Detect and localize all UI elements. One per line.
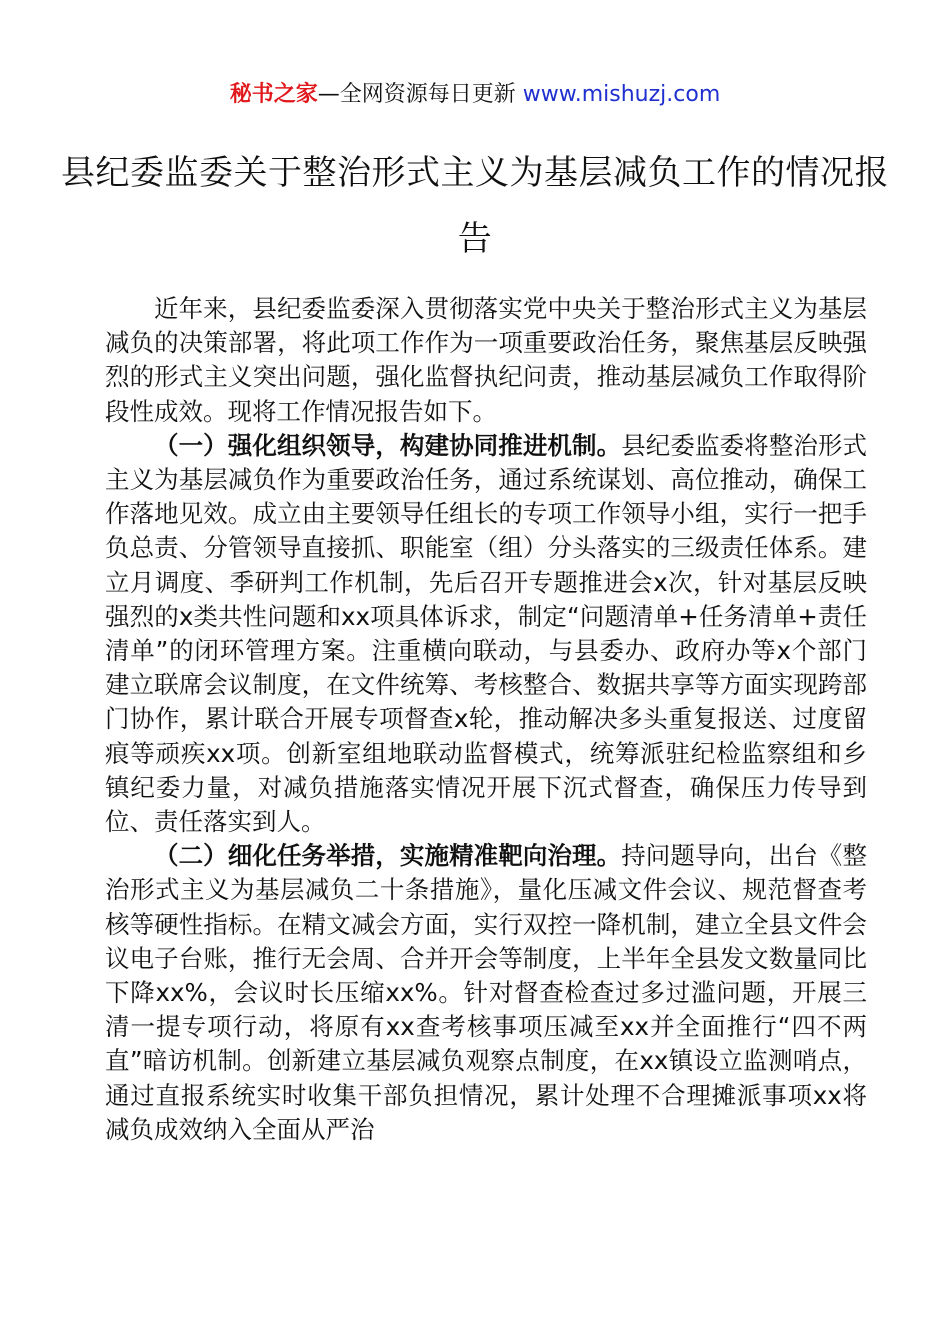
site-header [0,80,950,110]
section-heading-2: （二）细化任务举措，实施精准靶向治理。 [154,841,622,871]
section-heading-1: （一）强化组织领导，构建协同推进机制。 [154,430,622,460]
section-text-1: 县纪委监委将整治形式主义为基层减负作为重要政治任务，通过系统谋划、高位推动，确保工作落地见效。成立由主要领导任组长的专项工作领导小组，实行一把手负总责、分管领导直接抓、职能室（组）分头落实的三级责任体系。建立月调度、季研判工作机制，先后召开专题推进会x次，针对基层反映强烈的x类共性问题和xx项具体诉求，制定“问题清单+任务清单+责任清单”的闭环管理方案。注重横向联动，与县委办、政府办等x个部门建立联席会议制度，在文件统筹、考核整合、数据共享等方面实现跨部门协作，累计联合开展专项督查x轮，推动解决多头重复报送、过度留痕等顽疾xx项。创新室组地联动监督模式，统筹派驻纪检监察组和乡镇纪委力量，对减负措施落实情况开展下沉式督查，确保压力传导到位、责任落实到人。 [105,430,868,837]
section-paragraph-2 [105,839,867,1147]
site-tagline: —全网资源每日更新 [317,82,523,107]
section-text-2: 持问题导向，出台《整治形式主义为基层减负二十条措施》，量化压减文件会议、规范督查考核等硬性指标。在精文减会方面，实行双控一降机制，建立全县文件会议电子台账，推行无会周、合并开会等制度，上半年全县发文数量同比下降xx%，会议时长压缩xx%。针对督查检查过多过滥问题，开展三清一提专项行动，将原有xx查考核事项压减至xx并全面推行“四不两直”暗访机制。创新建立基层减负观察点制度，在xx镇设立监测哨点，通过直报系统实时收集干部负担情况，累计处理不合理摊派事项xx将减负成效纳入全面从严治 [105,841,868,1144]
site-brand: 秘书之家 [229,82,318,107]
intro-paragraph: 近年来，县纪委监委深入贯彻落实党中央关于整治形式主义为基层减负的决策部署，将此项工作作为一项重要政治任务，聚焦基层反映强烈的形式主义突出问题，强化监督执纪问责，推动基层减负工作取得阶段性成效。现将工作情况报告如下。 [105,294,867,426]
section-paragraph-1 [105,429,867,839]
document-body [105,292,867,1147]
site-url-link[interactable]: www.mishuzj.com [522,82,721,107]
document-title: 县纪委监委关于整治形式主义为基层减负工作的情况报告 [61,153,889,259]
